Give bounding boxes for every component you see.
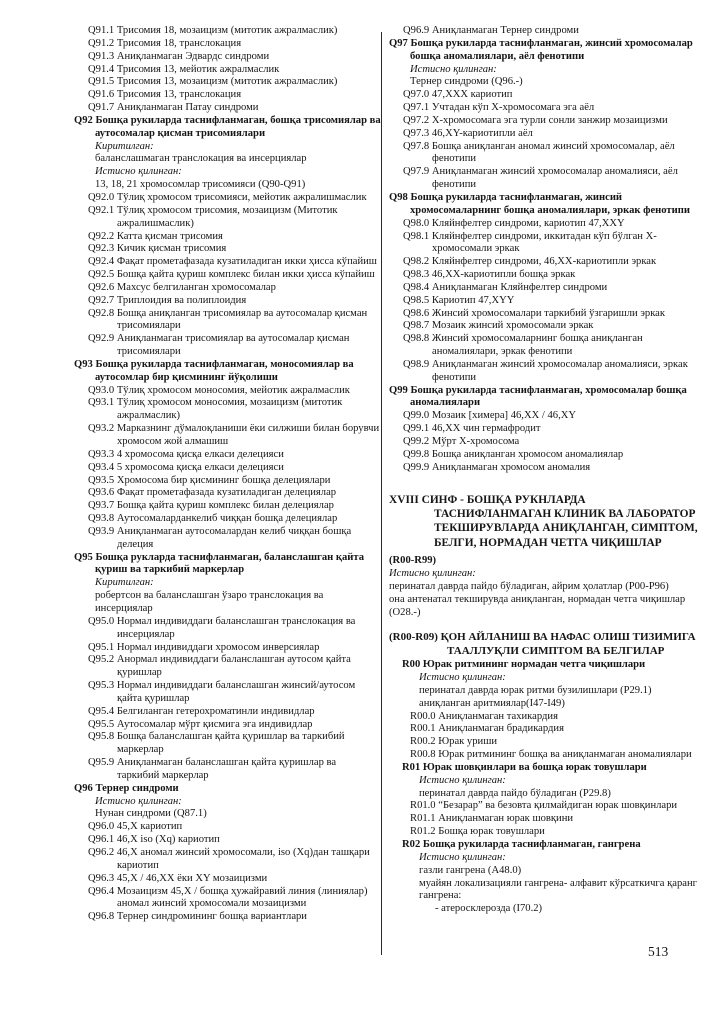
- note-line: гангрена:: [419, 890, 462, 902]
- note-line: перинатал даврда пайдо бўладиган, айрим ҳолатлар (P00-P96): [389, 580, 669, 592]
- entry-Q92.5: Q92.5 Бошқа қайта қуриш комплекс билан икки ҳисса кўпайиш: [88, 269, 375, 281]
- entry-Q91.2: Q91.2 Трисомия 18, транслокация: [88, 37, 242, 49]
- entry-R01: R01 Юрак шовқинлари ва бошқа юрак товушлари: [402, 761, 647, 773]
- entry-Q92.6: Q92.6 Махсус белгиланган хромосомалар: [88, 281, 276, 293]
- note-line: она антенатал текширувда аниқланган, нормадан четга чиқишлар (O28.-): [389, 593, 686, 618]
- entry-R01.0: R01.0 “Безарар” ва безовта қилмайдиган юрак шовқинлари: [410, 800, 678, 812]
- note-line: баланслашмаган транслокация ва инсерциялар: [95, 153, 307, 165]
- entry-Q97.1: Q97.1 Учтадан кўп X-хромосомага эга аёл: [403, 102, 595, 114]
- note-label: Истисно қилинган:: [419, 851, 506, 863]
- entry-Q97.3: Q97.3 46,XY-кариотипли аёл: [403, 127, 533, 139]
- entry-R02: R02 Бошқа рукиларда таснифланмаган, гангрена: [402, 839, 641, 850]
- entry-Q96.2: Q96.2 46,X аномал жинсий хромосомали, iso (Xq)дан ташқари кариотип: [88, 847, 370, 871]
- entry-Q96: Q96 Тернер синдроми: [74, 782, 179, 794]
- entry-Q93.7: Q93.7 Бошқа қайта қуриш комплекс билан делециялар: [88, 500, 334, 512]
- entry-Q97.9: Q97.9 Аниқланмаган жинсий хромосомалар аномалияси, аёл фенотипи: [403, 166, 678, 191]
- note-label: Истисно қилинган:: [389, 568, 476, 579]
- note-line: Нунан синдроми (Q87.1): [95, 808, 207, 820]
- note-line: робертсон ва баланслашган ўзаро транслокация ва инсерциялар: [95, 590, 324, 614]
- note-line: перинатал даврда пайдо бўладиган (P29.8): [419, 787, 611, 799]
- entry-Q92.8: Q92.8 Бошқа аниқланган трисомиялар ва аутосомалар қисман трисомиялари: [88, 307, 368, 332]
- entry-Q92.7: Q92.7 Триплоидия ва полиплоидия: [88, 294, 247, 306]
- entry-Q98.6: Q98.6 Жинсий хромосомалари таркибий ўзгаришли эркак: [403, 307, 666, 319]
- entry-Q98.1: Q98.1 Кляйнфелтер синдроми, иккитадан кўп бўлган X-хромосомали эркак: [403, 230, 657, 255]
- entry-Q91.4: Q91.4 Трисомия 13, мейотик ажралмаслик: [88, 63, 280, 75]
- entry-Q93.5: Q93.5 Хромосома бир қисмининг бошқа делециялари: [88, 474, 331, 486]
- note-line: Тернер синдроми (Q96.-): [410, 76, 523, 88]
- note-line: перинатал даврда юрак ритми бузилишлари (P29.1): [419, 684, 652, 696]
- entry-Q96.9: Q96.9 Аниқланмаган Тернер синдроми: [403, 25, 579, 36]
- entry-Q99.1: Q99.1 46,XX чин гермафродит: [403, 423, 541, 435]
- entry-R00.0: R00.0 Аниқланмаган тахикардия: [410, 710, 558, 722]
- entry-Q98.3: Q98.3 46,XX-кариотипли бошқа эркак: [403, 269, 576, 281]
- entry-Q95.8: Q95.8 Бошқа баланслашган қайта қуришлар ва таркибий маркерлар: [88, 731, 345, 756]
- note-label: Истисно қилинган:: [95, 166, 182, 178]
- entry-Q93.9: Q93.9 Аниқланмаган аутосомалардан келиб чиққан бошқа делеция: [88, 525, 352, 550]
- entry-Q96.3: Q96.3 45,X / 46,XX ёки XY мозаицизми: [88, 872, 268, 884]
- entry-Q91.7: Q91.7 Аниқланмаган Патау синдроми: [88, 102, 259, 114]
- entry-R00.1: R00.1 Аниқланмаган брадикардия: [410, 723, 564, 735]
- chapter-title: XVIII СИНФ - БОШҚА РУКНЛАРДА ТАСНИФЛАНМАГАН КЛИНИК ВА ЛАБОРАТОР ТЕКШИРУВЛАРДА АНИҚЛАНГАН, СИМПТОМ, БЕЛГИ, НОРМАДАН ЧЕТГА ЧИҚИШЛАР: [389, 493, 698, 549]
- entry-Q95.3: Q95.3 Нормал индивиддаги баланслашган жинсий/аутосом қайта қуришлар: [88, 680, 356, 704]
- note-label: Киритилган:: [95, 577, 154, 589]
- note-label: Истисно қилинган:: [95, 795, 182, 807]
- entry-Q96.1: Q96.1 46,X iso (Xq) кариотип: [88, 834, 220, 846]
- entry-Q92.3: Q92.3 Кичик қисман трисомия: [88, 243, 227, 255]
- entry-Q92.9: Q92.9 Аниқланмаган трисомиялар ва аутосомалар қисман трисомиялари: [88, 333, 350, 358]
- entry-Q95: Q95 Бошқа рукларда таснифланмаган, баланслашган қайта қуриш ва таркибий маркерлар: [74, 551, 365, 576]
- entry-Q92.1: Q92.1 Тўлиқ хромосом трисомия, мозаицизм (Митотик ажралишмаслик): [88, 204, 338, 229]
- entry-Q92: Q92 Бошқа рукиларда таснифланмаган, бошқа трисомиялар ва аутосомалар қисман трисомиялари: [74, 114, 381, 139]
- entry-Q99: Q99 Бошқа рукиларда таснифланмаган, хромосомалар бошқа аномалиялари: [389, 384, 687, 409]
- entry-Q95.9: Q95.9 Аниқланмаган баланслашган қайта қуришлар ва таркибий маркерлар: [88, 757, 337, 781]
- note-label: Истисно қилинган:: [419, 774, 506, 786]
- entry-Q91.3: Q91.3 Аниқланмаган Эдвардс синдроми: [88, 50, 270, 62]
- entry-Q97.2: Q97.2 X-хромосомага эга турли сонли занжир мозаицизми: [403, 114, 668, 126]
- note-subline: - атеросклерозда (I70.2): [435, 903, 543, 915]
- entry-Q99.2: Q99.2 Мўрт X-хромосома: [403, 436, 520, 447]
- entry-Q97.8: Q97.8 Бошқа аниқланган аномал жинсий хромосомалар, аёл фенотипи: [403, 140, 675, 165]
- entry-Q98.8: Q98.8 Жинсий хромосомаларнинг бошқа аниқланган аномалиялари, эркак фенотипи: [403, 333, 643, 358]
- entry-Q98.7: Q98.7 Мозаик жинсий хромосомали эркак: [403, 320, 594, 332]
- entry-Q98.4: Q98.4 Аниқланмаган Кляйнфелтер синдроми: [403, 281, 608, 293]
- entry-Q93.1: Q93.1 Тўлиқ хромосом моносомия, мозаицизм (митотик ажралмаслик): [88, 397, 343, 422]
- entry-Q96.0: Q96.0 45,X кариотип: [88, 821, 183, 833]
- entry-Q95.5: Q95.5 Аутосомалар мўрт қисмига эга индивидлар: [88, 718, 313, 730]
- entry-Q97: Q97 Бошқа рукиларда таснифланмаган, жинсий хромосомалар бошқа аномалиялари, аёл фенотипи: [389, 37, 693, 62]
- note-line: 13, 18, 21 хромосомлар трисомияси (Q90-Q91): [95, 179, 306, 191]
- entry-Q91.1: Q91.1 Трисомия 18, мозаицизм (митотик ажралмаслик): [88, 25, 338, 36]
- entry-Q91.5: Q91.5 Трисомия 13, мозаицизм (митотик ажралмаслик): [88, 76, 338, 88]
- entry-R00.2: R00.2 Юрак уриши: [410, 736, 498, 748]
- entry-Q97.0: Q97.0 47,XXX кариотип: [403, 89, 513, 101]
- entry-Q99.8: Q99.8 Бошқа аниқланган хромосом аномалиялар: [403, 448, 624, 460]
- entry-Q98.2: Q98.2 Кляйнфелтер синдроми, 46,XX-кариотипли эркак: [403, 256, 657, 268]
- entry-Q93.4: Q93.4 5 хромосома қисқа елкаси делецияси: [88, 461, 284, 473]
- column-divider: [381, 32, 382, 955]
- page-number: 513: [648, 944, 669, 959]
- entry-Q98: Q98 Бошқа рукиларда таснифланмаган, жинсий хромосомаларнинг бошқа аномалиялари, эркак фенотипи: [389, 191, 690, 216]
- entry-Q93.6: Q93.6 Фақат прометафазада кузатиладиган делециялар: [88, 487, 337, 499]
- entry-Q98.9: Q98.9 Аниқланмаган жинсий хромосомалар аномалияси, эркак фенотипи: [403, 358, 688, 383]
- entry-Q92.0: Q92.0 Тўлиқ хромосом трисомияси, мейотик ажралишмаслик: [88, 191, 367, 203]
- entry-Q98.5: Q98.5 Кариотип 47,XYY: [403, 294, 515, 306]
- entry-Q99.0: Q99.0 Мозаик [химера] 46,XX / 46,XY: [403, 410, 577, 422]
- entry-Q98.0: Q98.0 Кляйнфелтер синдроми, кариотип 47,XXY: [403, 217, 625, 229]
- entry-Q93.3: Q93.3 4 хромосома қисқа елкаси делецияси: [88, 448, 284, 460]
- entry-R01.2: R01.2 Бошқа юрак товушлари: [410, 826, 545, 838]
- entry-Q96.4: Q96.4 Мозаицизм 45,X / бошқа ҳужайравий линия (линиялар) аномал жинсий хромосомали мозаицизми: [88, 885, 368, 910]
- entry-Q96.8: Q96.8 Тернер синдромининг бошқа вариантлари: [88, 911, 307, 923]
- note-label: Киритилган:: [95, 140, 154, 152]
- note-line: газли гангрена (A48.0): [419, 864, 522, 876]
- entry-Q92.4: Q92.4 Фақат прометафазада кузатиладиган икки ҳисса кўпайиш: [88, 256, 377, 268]
- entry-Q93.0: Q93.0 Тўлиқ хромосом моносомия, мейотик ажралмаслик: [88, 384, 350, 396]
- block-range-code: (R00-R99): [389, 555, 437, 567]
- entry-Q93.2: Q93.2 Марказнинг дўмалоқланиши ёки силжиши билан борувчи хромосом жой алмашиш: [88, 423, 380, 447]
- block-heading: (R00-R09) ҚОН АЙЛАНИШ ВА НАФАС ОЛИШ ТИЗИМИГА ТААЛЛУҚЛИ СИМПТОМ ВА БЕЛГИЛАР: [389, 631, 696, 658]
- left-column: [74, 25, 381, 924]
- note-label: Истисно қилинган:: [410, 63, 497, 75]
- note-label: Истисно қилинган:: [419, 672, 506, 684]
- entry-Q93.8: Q93.8 Аутосомаларданкелиб чиққан бошқа делециялар: [88, 513, 338, 525]
- entry-Q95.4: Q95.4 Белгиланган гетерохроматинли индивидлар: [88, 705, 315, 717]
- entry-R01.1: R01.1 Аниқланмаган юрак шовқини: [410, 813, 574, 825]
- entry-Q95.0: Q95.0 Нормал индивиддаги баланслашган транслокация ва инсерциялар: [88, 615, 356, 640]
- entry-Q92.2: Q92.2 Катта қисман трисомия: [88, 230, 223, 242]
- entry-Q93: Q93 Бошқа рукиларда таснифланмаган, моносомиялар ва аутосомлар бир қисмининг йўқолиши: [74, 358, 354, 383]
- entry-Q95.2: Q95.2 Анормал индивиддаги баланслашган аутосом қайта қуришлар: [88, 654, 351, 679]
- note-line: аниқланган аритмиялар(I47-I49): [419, 697, 565, 709]
- entry-Q99.9: Q99.9 Аниқланмаган хромосом аномалия: [403, 461, 591, 473]
- entry-R00.8: R00.8 Юрак ритмининг бошқа ва аниқланмаган аномалиялари: [410, 749, 692, 761]
- entry-Q95.1: Q95.1 Нормал индивиддаги хромосом инверсиялар: [88, 641, 320, 653]
- entry-R00: R00 Юрак ритмининг нормадан четга чиқишлари: [402, 659, 646, 671]
- right-column: [389, 25, 703, 916]
- entry-Q91.6: Q91.6 Трисомия 13, транслокация: [88, 89, 242, 101]
- note-line: муайян локализацияли гангрена- алфавит кўрсаткичга қаранг: [419, 877, 697, 889]
